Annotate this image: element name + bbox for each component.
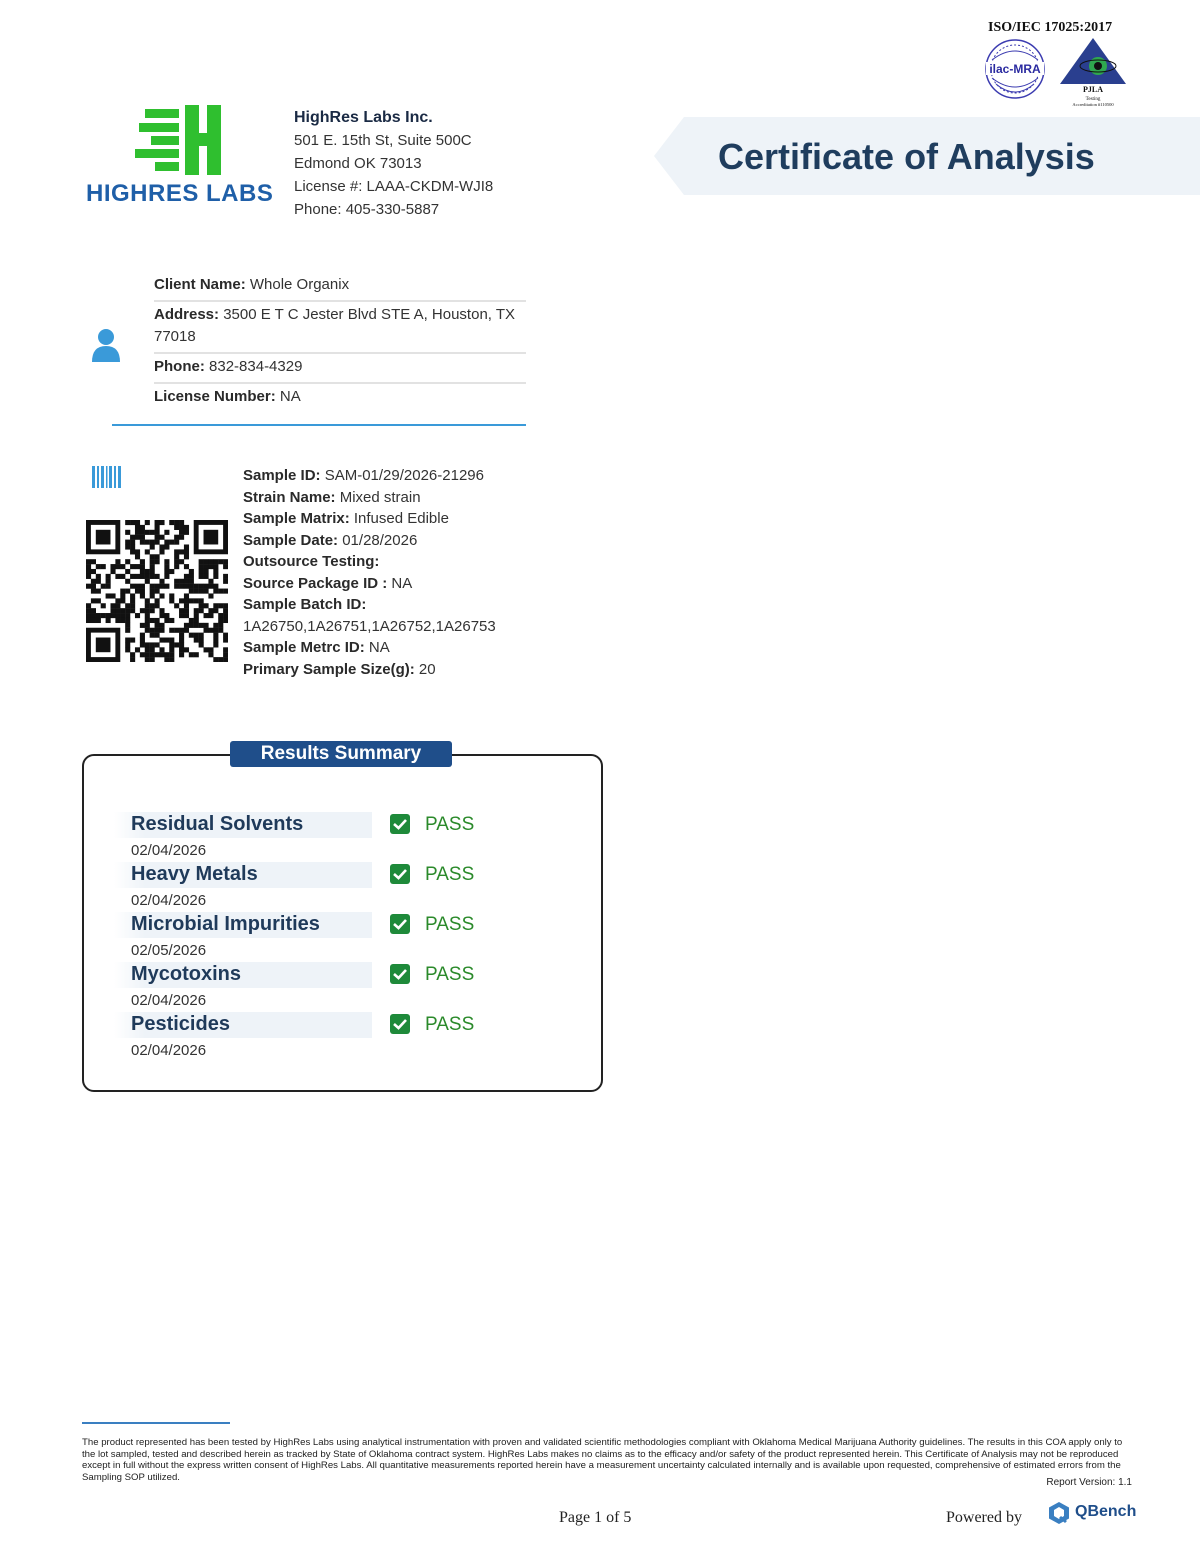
result-status: PASS	[425, 914, 475, 935]
result-name: Pesticides	[131, 1013, 230, 1035]
lab-address-line2: Edmond OK 73013	[294, 155, 422, 172]
result-row-microbial-impurities	[114, 912, 534, 962]
user-icon	[90, 328, 122, 362]
strain-row	[243, 487, 496, 509]
highres-logo-text: HIGHRES LABS	[86, 180, 274, 207]
outsource-label: Outsource Testing:	[243, 553, 380, 570]
checkbox-checked-icon	[390, 964, 410, 984]
result-name: Heavy Metals	[131, 863, 258, 885]
result-date: 02/04/2026	[131, 842, 207, 859]
sample-id-value: SAM-01/29/2026-21296	[324, 467, 484, 484]
lab-phone: Phone: 405-330-5887	[294, 201, 440, 218]
strain-value: Mixed strain	[339, 488, 421, 506]
result-row-heavy-metals	[114, 862, 534, 912]
client-phone-value: 832-834-4329	[209, 358, 303, 375]
client-license-row	[154, 384, 526, 412]
result-row-mycotoxins	[114, 962, 534, 1012]
report-version: Report Version: 1.1	[1046, 1477, 1132, 1488]
client-info	[154, 272, 526, 412]
page-title: Certificate of Analysis	[718, 136, 1095, 177]
sample-info	[243, 465, 496, 680]
result-row-pesticides	[114, 1012, 534, 1062]
result-name: Mycotoxins	[131, 963, 242, 985]
sample-qr-code[interactable]	[86, 520, 228, 662]
sample-size-value: 20	[418, 660, 436, 678]
batch-value-row	[243, 616, 496, 638]
batch-label: Sample Batch ID:	[243, 596, 367, 613]
disclaimer-text: The product represented has been tested by HighRes Labs using analytical instrumentation with proven and validated scientific methodologies compliant with Oklahoma Medical Marijuana Authority guidelines. The results in this COA apply only to the lot sampled, tested and described herein as tracked by State of Oklahoma contract system. HighRes Labs makes no claims as to the efficacy and/or safety of the product represented herein. This Certificate of Analysis may not be reproduced except in full without the express written consent of HighRes Labs. All quantitative measurements reported herein have a measurement uncertainty calculated internally and is available upon requested, comprehensive of estimated errors from the Sampling SOP utilized.	[82, 1437, 1123, 1483]
highres-logo-mark	[135, 105, 225, 175]
client-name-row	[154, 272, 526, 302]
client-address-label: Address:	[154, 306, 220, 323]
batch-label-row	[243, 594, 496, 616]
source-package-label: Source Package ID :	[243, 574, 388, 592]
result-status: PASS	[425, 1014, 475, 1035]
client-license-label: License Number:	[154, 388, 276, 405]
result-status: PASS	[425, 814, 475, 835]
sample-id-label: Sample ID:	[243, 467, 321, 484]
qbench-logo-icon	[1047, 1501, 1071, 1525]
footer-divider	[82, 1422, 230, 1424]
result-date: 02/05/2026	[131, 942, 207, 959]
checkbox-checked-icon	[390, 864, 410, 884]
client-license-value: NA	[279, 388, 301, 405]
pjla-accreditation-text: Accreditation #110500	[1072, 102, 1114, 107]
ilac-mra-logo	[984, 38, 1046, 100]
result-row-residual-solvents	[114, 812, 534, 862]
lab-name: HighRes Labs Inc.	[294, 109, 433, 126]
result-status: PASS	[425, 964, 475, 985]
client-address-row	[154, 302, 526, 354]
client-name-label: Client Name:	[154, 276, 246, 293]
pjla-text: PJLA	[1083, 85, 1103, 94]
results-summary-header: Results Summary	[230, 741, 452, 767]
strain-label: Strain Name:	[243, 488, 336, 506]
pjla-testing-text: Testing	[1085, 97, 1101, 102]
pjla-logo	[1058, 36, 1128, 108]
result-date: 02/04/2026	[131, 992, 207, 1009]
lab-info	[294, 106, 493, 221]
sample-id-row	[243, 465, 496, 487]
source-package-value: NA	[391, 574, 413, 592]
client-address-value: 3500 E T C Jester Blvd STE A, Houston, TX 77018	[154, 306, 516, 345]
client-divider	[112, 424, 526, 426]
outsource-row	[243, 551, 496, 573]
source-package-row	[243, 573, 496, 595]
barcode-icon	[92, 464, 122, 490]
qbench-logo-text: QBench	[1075, 1503, 1137, 1520]
lab-license: License #: LAAA-CKDM-WJI8	[294, 178, 494, 195]
client-name-value: Whole Organix	[249, 276, 350, 293]
metrc-row	[243, 637, 496, 659]
metrc-value: NA	[368, 639, 390, 656]
sample-date-label: Sample Date:	[243, 531, 339, 549]
batch-value: 1A26750,1A26751,1A26752,1A26753	[243, 617, 496, 635]
result-date: 02/04/2026	[131, 892, 207, 909]
powered-by-label: Powered by	[946, 1509, 1022, 1526]
result-status: PASS	[425, 864, 475, 885]
result-date: 02/04/2026	[131, 1042, 207, 1059]
iso-accreditation-label: ISO/IEC 17025:2017	[988, 20, 1113, 35]
checkbox-checked-icon	[390, 1014, 410, 1034]
sample-size-row	[243, 659, 496, 681]
checkbox-checked-icon	[390, 814, 410, 834]
metrc-label: Sample Metrc ID:	[243, 639, 365, 656]
result-name: Microbial Impurities	[131, 913, 320, 935]
sample-size-label: Primary Sample Size(g):	[243, 660, 415, 678]
matrix-value: Infused Edible	[353, 510, 449, 527]
checkbox-checked-icon	[390, 914, 410, 934]
matrix-row	[243, 508, 496, 530]
result-name: Residual Solvents	[131, 813, 304, 835]
lab-address-line1: 501 E. 15th St, Suite 500C	[294, 132, 472, 149]
client-phone-label: Phone:	[154, 358, 205, 375]
sample-date-row	[243, 530, 496, 552]
ilac-text: ilac-MRA	[989, 62, 1041, 76]
sample-date-value: 01/28/2026	[342, 531, 418, 549]
client-phone-row	[154, 354, 526, 384]
matrix-label: Sample Matrix:	[243, 510, 350, 527]
page-number: Page 1 of 5	[559, 1509, 632, 1526]
